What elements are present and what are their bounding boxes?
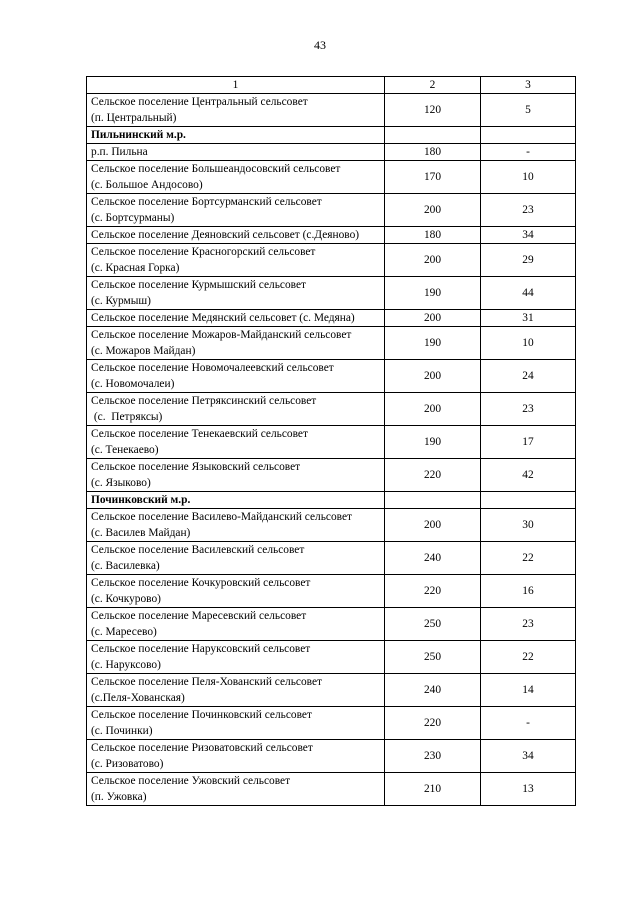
settlement-name-cell <box>87 310 385 327</box>
table-row <box>87 94 576 127</box>
value-col-3: 14 <box>481 674 576 707</box>
table-row <box>87 641 576 674</box>
settlement-locality: (с. Новомочалеи) <box>91 378 175 390</box>
settlement-name-cell <box>87 509 385 542</box>
settlement-name: Сельское поселение Бортсурманский сельсовет <box>91 196 322 208</box>
settlement-name-cell <box>87 641 385 674</box>
settlement-name-cell <box>87 327 385 360</box>
value-col-3: 23 <box>481 393 576 426</box>
section-title: Починковский м.р. <box>87 492 385 509</box>
settlement-name-cell <box>87 244 385 277</box>
settlement-name: Сельское поселение Курмышский сельсовет <box>91 279 307 291</box>
value-col-2: 120 <box>385 94 481 127</box>
settlement-name: Сельское поселение Новомочалеевский сельсовет <box>91 362 334 374</box>
table-row <box>87 509 576 542</box>
settlement-name: Сельское поселение Наруксовский сельсовет <box>91 643 311 655</box>
table-row <box>87 674 576 707</box>
value-col-2: 190 <box>385 327 481 360</box>
header-col-1: 1 <box>87 77 385 94</box>
settlement-name-cell <box>87 194 385 227</box>
settlement-name: Сельское поселение Ужовский сельсовет <box>91 775 291 787</box>
settlement-name-cell <box>87 94 385 127</box>
value-col-3: 10 <box>481 161 576 194</box>
value-col-3: 23 <box>481 194 576 227</box>
settlement-name: Сельское поселение Василевский сельсовет <box>91 544 305 556</box>
value-col-3: - <box>481 144 576 161</box>
value-col-3: 17 <box>481 426 576 459</box>
settlement-locality: (с. Красная Горка) <box>91 262 180 274</box>
value-col-2: 200 <box>385 194 481 227</box>
settlement-name-cell <box>87 707 385 740</box>
table-row <box>87 244 576 277</box>
header-col-2: 2 <box>385 77 481 94</box>
value-col-3: 22 <box>481 641 576 674</box>
page-number: 43 <box>314 38 326 52</box>
value-col-2: 220 <box>385 707 481 740</box>
settlement-name-cell <box>87 459 385 492</box>
value-col-3: 31 <box>481 310 576 327</box>
settlement-name: Сельское поселение Василево-Майданский сельсовет <box>91 511 352 523</box>
table-row <box>87 575 576 608</box>
value-col-2: 180 <box>385 227 481 244</box>
settlement-name-cell <box>87 393 385 426</box>
value-col-3: 44 <box>481 277 576 310</box>
value-col-2: 230 <box>385 740 481 773</box>
table-row <box>87 707 576 740</box>
value-col-2: 200 <box>385 509 481 542</box>
settlement-name: Сельское поселение Большеандосовский сельсовет <box>91 163 341 175</box>
table-row <box>87 144 576 161</box>
value-col-2: 200 <box>385 244 481 277</box>
value-col-2: 250 <box>385 608 481 641</box>
settlement-locality: (с. Курмыш) <box>91 295 151 307</box>
settlement-name-cell <box>87 740 385 773</box>
table-row <box>87 608 576 641</box>
settlement-name: Сельское поселение Петряксинский сельсовет <box>91 395 317 407</box>
section-title: Пильнинский м.р. <box>87 127 385 144</box>
value-col-2: 200 <box>385 360 481 393</box>
settlement-locality: (с. Кочкурово) <box>91 593 161 605</box>
settlement-name-cell <box>87 161 385 194</box>
settlement-name: Сельское поселение Красногорский сельсовет <box>91 246 316 258</box>
value-col-2: 210 <box>385 773 481 806</box>
settlement-locality: (с. Василевка) <box>91 560 160 572</box>
value-col-2: 240 <box>385 674 481 707</box>
value-col-2: 190 <box>385 277 481 310</box>
settlement-name: Сельское поселение Тенекаевский сельсовет <box>91 428 308 440</box>
table-row <box>87 773 576 806</box>
settlement-locality: (п. Центральный) <box>91 112 177 124</box>
value-col-3: 34 <box>481 740 576 773</box>
value-col-2: 180 <box>385 144 481 161</box>
value-col-3: 10 <box>481 327 576 360</box>
empty-cell <box>481 492 576 509</box>
settlement-name: Сельское поселение Языковский сельсовет <box>91 461 301 473</box>
value-col-3: 5 <box>481 94 576 127</box>
settlement-name-cell <box>87 426 385 459</box>
settlement-locality: (с. Василев Майдан) <box>91 527 191 539</box>
settlement-name-cell <box>87 227 385 244</box>
table-row <box>87 227 576 244</box>
settlement-name: Сельское поселение Маресевский сельсовет <box>91 610 307 622</box>
settlement-name-cell <box>87 144 385 161</box>
value-col-3: 34 <box>481 227 576 244</box>
settlement-name: р.п. Пильна <box>91 146 148 158</box>
settlement-name: Сельское поселение Центральный сельсовет <box>91 96 308 108</box>
value-col-3: 23 <box>481 608 576 641</box>
value-col-2: 220 <box>385 459 481 492</box>
settlement-locality: (с. Бортсурманы) <box>91 212 175 224</box>
settlement-name: Сельское поселение Медянский сельсовет (с. Медяна) <box>91 312 355 324</box>
value-col-2: 200 <box>385 393 481 426</box>
table-row <box>87 327 576 360</box>
table-row <box>87 277 576 310</box>
settlement-locality: (с. Починки) <box>91 725 153 737</box>
section-row <box>87 492 576 509</box>
settlement-name: Сельское поселение Деяновский сельсовет (с.Деяново) <box>91 229 360 241</box>
table-row <box>87 542 576 575</box>
value-col-2: 190 <box>385 426 481 459</box>
settlement-locality: (с. Наруксово) <box>91 659 161 671</box>
table-body <box>87 94 576 806</box>
settlement-name-cell <box>87 773 385 806</box>
settlement-name: Сельское поселение Починковский сельсовет <box>91 709 312 721</box>
settlement-name-cell <box>87 575 385 608</box>
table-row <box>87 310 576 327</box>
settlement-locality: (с. Можаров Майдан) <box>91 345 196 357</box>
table-row <box>87 393 576 426</box>
value-col-2: 240 <box>385 542 481 575</box>
settlement-locality: (п. Ужовка) <box>91 791 147 803</box>
table-row <box>87 161 576 194</box>
table-row <box>87 194 576 227</box>
settlements-table <box>86 76 576 806</box>
settlement-name-cell <box>87 542 385 575</box>
section-row <box>87 127 576 144</box>
settlement-locality: (с. Языково) <box>91 477 151 489</box>
empty-cell <box>385 492 481 509</box>
value-col-2: 220 <box>385 575 481 608</box>
settlement-locality: (с. Тенекаево) <box>91 444 159 456</box>
table-row <box>87 426 576 459</box>
empty-cell <box>481 127 576 144</box>
empty-cell <box>385 127 481 144</box>
table-row <box>87 459 576 492</box>
settlement-name-cell <box>87 277 385 310</box>
settlement-name: Сельское поселение Пеля-Хованский сельсовет <box>91 676 323 688</box>
settlement-locality: (с. Ризоватово) <box>91 758 164 770</box>
table-row <box>87 360 576 393</box>
value-col-2: 170 <box>385 161 481 194</box>
settlement-name: Сельское поселение Кочкуровский сельсовет <box>91 577 311 589</box>
value-col-2: 200 <box>385 310 481 327</box>
settlement-name: Сельское поселение Ризоватовский сельсовет <box>91 742 313 754</box>
header-col-3: 3 <box>481 77 576 94</box>
value-col-2: 250 <box>385 641 481 674</box>
settlement-locality: (с. Петряксы) <box>91 411 163 423</box>
table-row <box>87 740 576 773</box>
settlement-locality: (с. Маресево) <box>91 626 157 638</box>
value-col-3: 42 <box>481 459 576 492</box>
value-col-3: 16 <box>481 575 576 608</box>
value-col-3: 30 <box>481 509 576 542</box>
settlement-name: Сельское поселение Можаров-Майданский сельсовет <box>91 329 352 341</box>
value-col-3: 24 <box>481 360 576 393</box>
settlement-name-cell <box>87 608 385 641</box>
settlement-name-cell <box>87 674 385 707</box>
settlement-name-cell <box>87 360 385 393</box>
value-col-3: 13 <box>481 773 576 806</box>
value-col-3: 29 <box>481 244 576 277</box>
settlement-locality: (с.Пеля-Хованская) <box>91 692 185 704</box>
value-col-3: - <box>481 707 576 740</box>
settlement-locality: (с. Большое Андосово) <box>91 179 203 191</box>
value-col-3: 22 <box>481 542 576 575</box>
table-header-row <box>87 77 576 94</box>
